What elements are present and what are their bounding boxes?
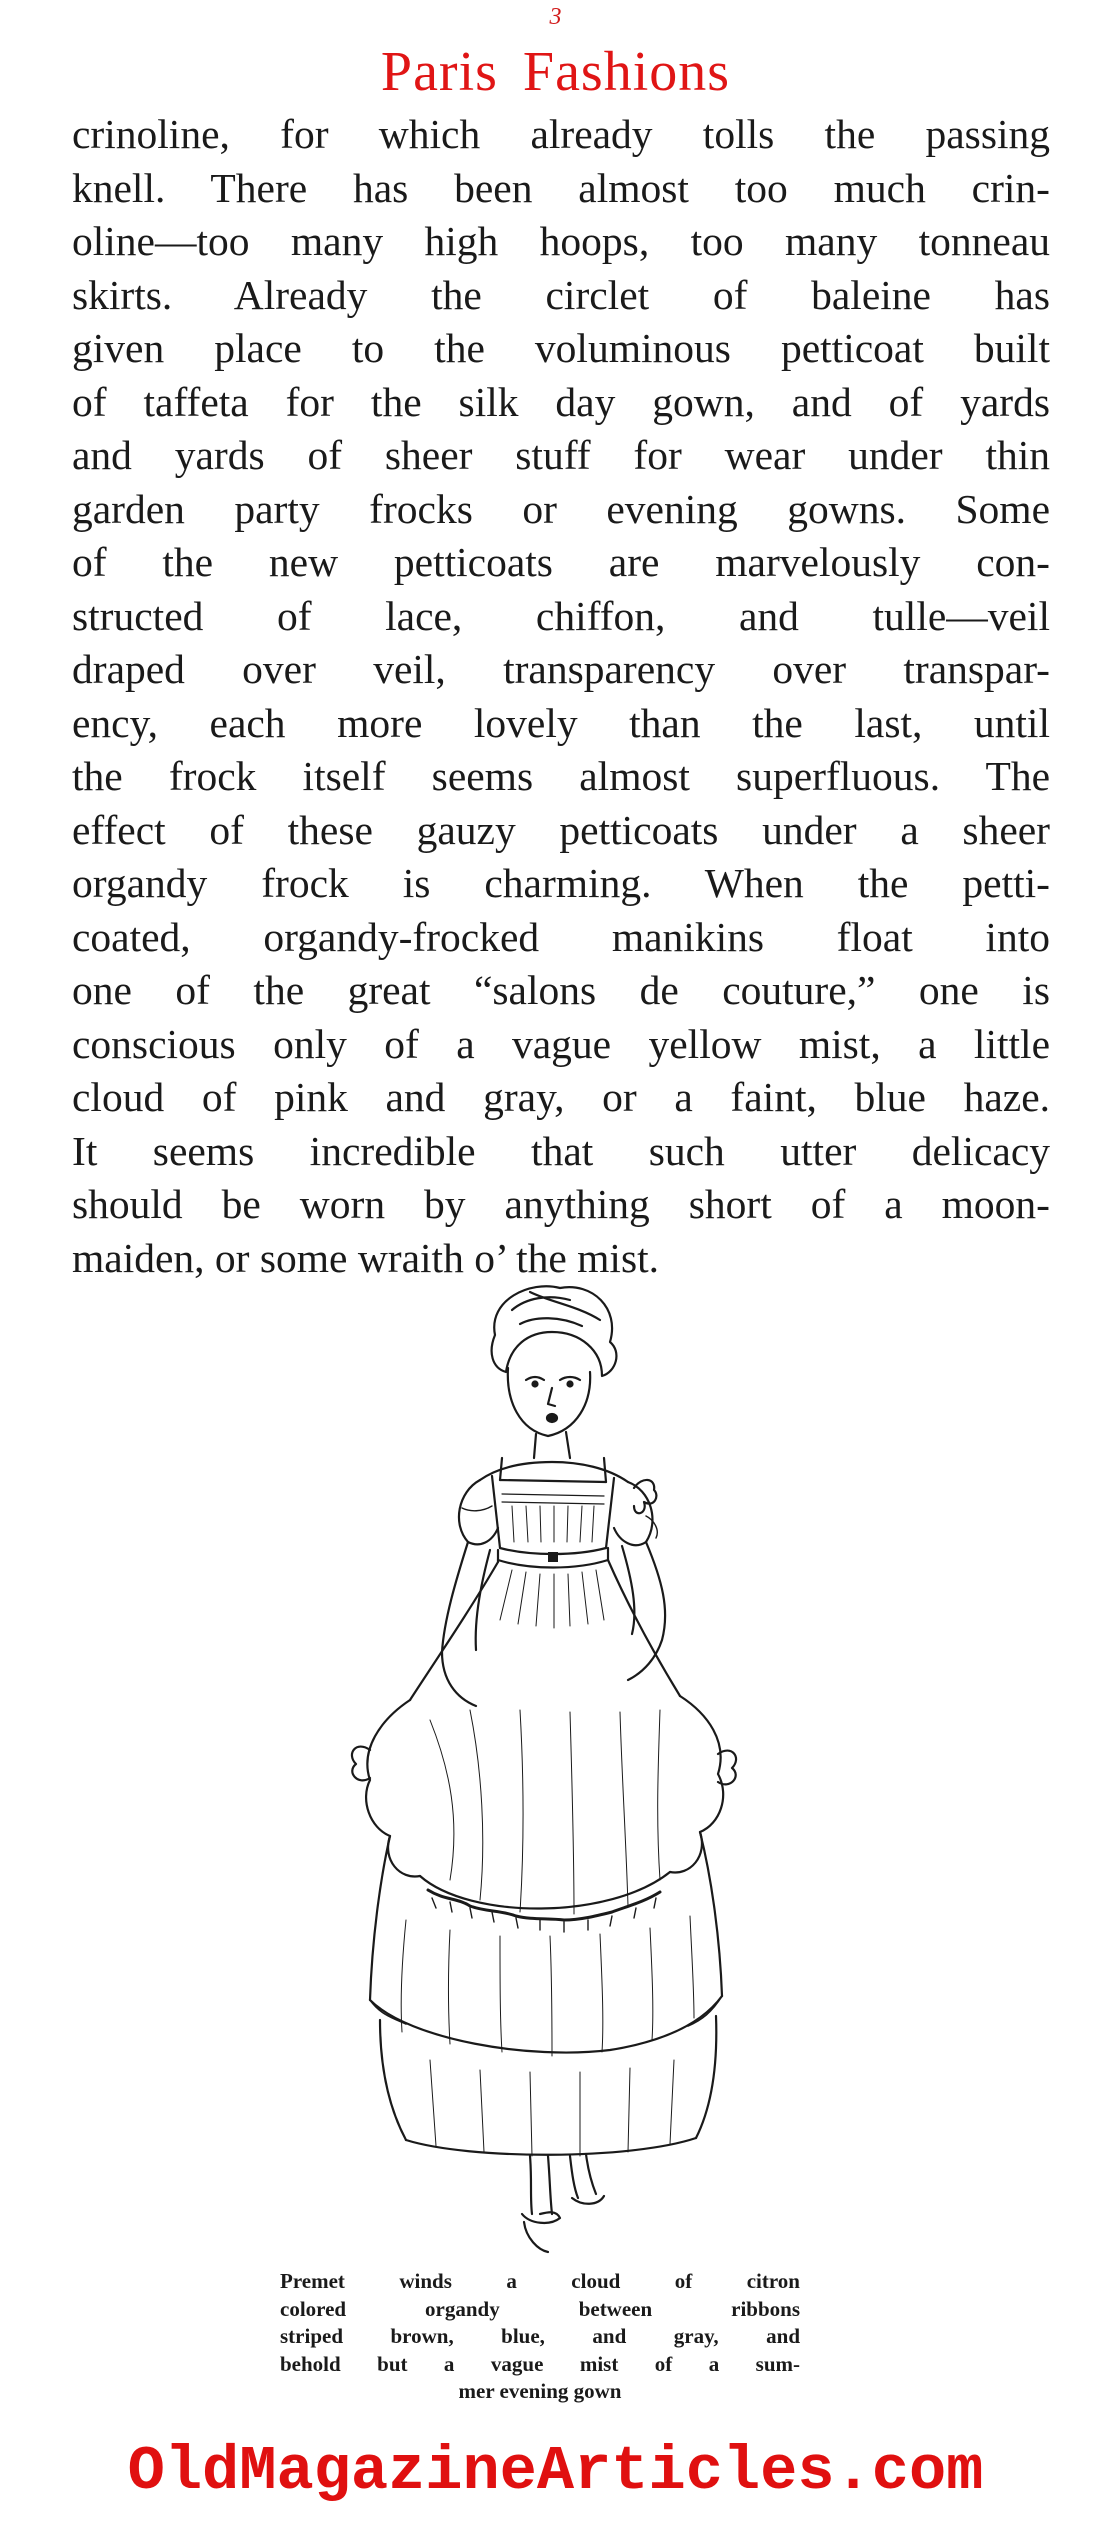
caption-line: Premet winds a cloud of citron bbox=[280, 2269, 800, 2293]
caption-line: colored organdy between ribbons bbox=[280, 2296, 800, 2321]
article-line: given place to the voluminous petticoat built bbox=[72, 325, 1050, 371]
article-line: skirts. Already the circlet of baleine has bbox=[72, 271, 1050, 318]
article-line: and yards of sheer stuff for wear under thin bbox=[72, 432, 1050, 478]
article-line: cloud of pink and gray, or a faint, blue haze. bbox=[72, 1074, 1050, 1120]
page-number: 3 bbox=[549, 4, 562, 30]
article-line: coated, organdy-frocked manikins float into bbox=[72, 913, 1050, 960]
article-line: conscious only of a vague yellow mist, a little bbox=[72, 1020, 1050, 1067]
article-line: It seems incredible that such utter delicacy bbox=[72, 1127, 1050, 1174]
article-line: oline—too many high hoops, too many tonneau bbox=[72, 218, 1050, 264]
article-line: draped over veil, transparency over transpar- bbox=[72, 646, 1050, 692]
page-title: Paris Fashions bbox=[380, 41, 731, 103]
caption-line: mer evening gown bbox=[458, 2379, 622, 2403]
illustration-caption bbox=[230, 2268, 850, 2406]
article-line: crinoline, for which already tolls the passing bbox=[72, 111, 1050, 157]
fashion-illustration-icon bbox=[230, 1280, 850, 2260]
caption-line: behold but a vague mist of a sum- bbox=[280, 2351, 800, 2376]
article-line: effect of these gauzy petticoats under a sheer bbox=[72, 806, 1050, 853]
article-line: ency, each more lovely than the last, until bbox=[72, 699, 1050, 746]
article-line: garden party frocks or evening gowns. Some bbox=[72, 485, 1050, 532]
caption-line: striped brown, blue, and gray, and bbox=[280, 2324, 800, 2348]
site-watermark: OldMagazineArticles.com bbox=[127, 2436, 984, 2507]
article-line: should be worn by anything short of a moon- bbox=[72, 1181, 1050, 1227]
article-line: structed of lace, chiffon, and tulle—veil bbox=[72, 592, 1050, 639]
article-line: of the new petticoats are marvelously con- bbox=[72, 539, 1050, 585]
article-body bbox=[72, 108, 1050, 1285]
article-line: knell. There has been almost too much crin- bbox=[72, 164, 1050, 211]
article-line: the frock itself seems almost superfluous. The bbox=[72, 753, 1050, 799]
article-line: organdy frock is charming. When the petti- bbox=[72, 860, 1050, 906]
article-line: maiden, or some wraith o’ the mist. bbox=[72, 1234, 660, 1281]
article-line: one of the great “salons de couture,” one is bbox=[72, 967, 1050, 1013]
article-line: of taffeta for the silk day gown, and of yards bbox=[72, 378, 1050, 425]
